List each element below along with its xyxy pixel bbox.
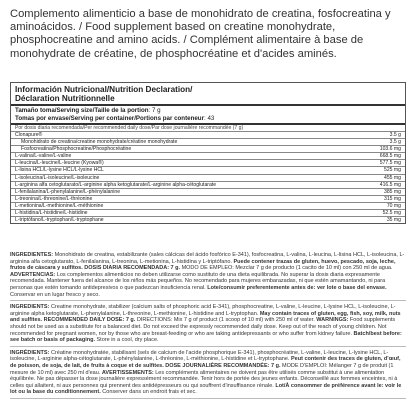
nutrient-rows bbox=[11, 125, 405, 223]
dose-text: MODO DE EMPLEO: Mezclar 7 g de producto (1 cacito de 10 ml) con 250 ml de agua. bbox=[181, 265, 393, 272]
nutrition-title-line-1: Información Nutricional/Nutrition Declaration/ bbox=[15, 85, 193, 94]
nutrition-table bbox=[10, 82, 406, 224]
nutrient-row bbox=[11, 181, 405, 188]
ingredient-blocks bbox=[10, 252, 406, 402]
dose-text: MODE D'EMPLOI: Mélanger 7 g de produit (1 mesure de 10 ml) avec 250 ml d'eau. bbox=[10, 362, 394, 376]
ingredients-text: Monohidrato de creatina, estabilizante (sales cálcicas del ácido fosfórico E-341), fosfocreatina, L-valina, L-leucina, L-lisina HCL, L-isoleucina, L-arginina alfa cetoglutarato, L-fenilalanina, L-treonina, L-metionina, L-histidina y L-triptófano. bbox=[10, 252, 405, 265]
warnings-label: ADVERTENCIAS: bbox=[10, 271, 56, 278]
dose-header: Por dosis diaria recomendada/Per recommended daily dose/Par dose journalière recommandée (7 g) bbox=[15, 125, 244, 132]
servings-per-container-row bbox=[15, 115, 401, 123]
nutrient-value: 455 mg bbox=[357, 174, 405, 181]
ingredients-label: INGREDIENTES: bbox=[10, 252, 54, 258]
nutrient-row bbox=[11, 139, 405, 146]
ingredients-text: Creatine monohydrate, stabilizer (calcium salts of phosphoric acid E-341), phosphocreatine, L-valine, L-leucine, L-lysine HCL, L-isoleucine, L-arginine alpha ketoglutarate, L-phenylalanine, L-threonine, L-methionine, L-histidine and L-tryptophan. bbox=[10, 304, 396, 317]
nutrient-row bbox=[11, 132, 405, 139]
servings-per-container-label: Tomas por envase/Serving per container/Portions par conteneur bbox=[15, 114, 204, 122]
nutrient-name: Monohidrato de creatina/creatine monohydrate/créatine monohydrate bbox=[11, 139, 357, 146]
language-block bbox=[10, 350, 406, 399]
storage-tail-text: Conservar en un lugar fresco y seco. bbox=[10, 291, 100, 298]
nutrient-name: L-arginina alfa cetoglutarato/L-arginine alpha ketoglutarate/L-arginine alpha-cétoglutarate bbox=[11, 181, 357, 188]
nutrient-row bbox=[11, 174, 405, 181]
dose-text: DIRECTIONS: Mix 7 g of product (1 scoop of 10 ml) with 250 ml of water. bbox=[136, 317, 315, 324]
nutrition-title-line-2: Déclaration Nutritionnelle bbox=[15, 94, 115, 103]
block-text bbox=[10, 252, 406, 298]
nutrient-value: 385 mg bbox=[357, 188, 405, 195]
warnings-text: Les compléments alimentaires ne doivent pas être utilisés comme substitut à une alimentation équilibrée. Ne pas dépasser la dose journalière expressément recommandée. Tenir hors de portée des jeunes enfants. Déconseillé aux femmes enceintes, ni à celles qui allaitent, ni aux personnes qui prennent des antidépresseurs ou qui souffrent d'insuffisance rénale. bbox=[10, 369, 398, 389]
storage-tail-text: Conserver dans un endroit frais et sec. bbox=[102, 389, 197, 396]
nutrient-value: 35 mg bbox=[357, 216, 405, 223]
block-text bbox=[10, 350, 406, 396]
nutrient-value: 3.5 g bbox=[357, 139, 405, 146]
servings-per-container-value: : 43 bbox=[204, 114, 215, 122]
nutrient-row bbox=[11, 146, 405, 153]
nutrient-rows-body bbox=[11, 125, 405, 223]
nutrient-row bbox=[11, 167, 405, 174]
nutrient-name: L-histidina/L-histidine/L-histidine bbox=[11, 209, 357, 216]
ingredients-label: INGRÉDIENTS: bbox=[10, 349, 50, 356]
nutrient-name: Clonapure® bbox=[11, 132, 357, 139]
nutrient-name: L-metionina/L-methionine/L-méthionine bbox=[11, 202, 357, 209]
dose-label: DOSE JOURNALIÈRE RECOMMANDÉE: 7 g. bbox=[165, 362, 281, 369]
storage-text: Batch/best before: see batch or basis of packaging. bbox=[10, 330, 402, 344]
serving-size-row bbox=[15, 107, 401, 115]
nutrient-name: L-lisina HCL/L-lysine HCL/L-lysine HCL bbox=[11, 167, 357, 174]
nutrient-row bbox=[11, 216, 405, 223]
allergen-text: Peut contenir des traces de gluten, d'œuf, de poisson, de soja, de lait, de fruits à coque et de sulfites. bbox=[10, 356, 401, 369]
block-text bbox=[10, 304, 406, 344]
language-block bbox=[10, 252, 406, 301]
nutrient-name: L-treonina/L-threonine/L-thréonine bbox=[11, 195, 357, 202]
storage-text: Lote/consumir preferentemente antes de: ver lote o base del envase. bbox=[207, 284, 387, 291]
nutrient-value: 52.5 mg bbox=[357, 209, 405, 216]
ingredients-text: Créatine monohydratée, stabilisant (sels de calcium de l'acide phosphorique E-341), phosphocréatine, L-valine, L-leucine, L-lysine HCL, L-isoleucine, L-arginine alpha-cétoglutarate, L-phénylalanine, L-thréonine, L-méthionine, L-histidine et L-tryptophane. bbox=[10, 349, 389, 363]
language-block bbox=[10, 304, 406, 347]
nutrient-row bbox=[11, 195, 405, 202]
allergen-text: Puede contener trazas de gluten, huevo, pescado, soja, leche, frutos de cáscara y sulfitos. bbox=[10, 258, 396, 272]
serving-size-value: : 7 g bbox=[148, 107, 161, 114]
nutrient-value: 416.5 mg bbox=[357, 181, 405, 188]
nutrient-name: L-triptófano/L-tryptophan/L-tryptophane bbox=[11, 216, 357, 223]
nutrient-value: 668.5 mg bbox=[357, 153, 405, 160]
product-description: Complemento alimenticio a base de monohidrato de creatina, fosfocreatina y aminoácidos. / Food supplement based on creatine monohydrate, phosphocreatine and amino acids. / Complément alimentaire à base de monohydrate de créatine, de phosphocréatine et d'acides aminés. bbox=[10, 8, 391, 60]
nutrient-value: 577.5 mg bbox=[357, 160, 405, 167]
nutrient-name: Fosfocreatina/Phosphocreatine/Phosphocréatine bbox=[11, 146, 357, 153]
warnings-text: Los complementos alimenticios no deben utilizarse como sustituto de una dieta equilibrada. No superar la dosis diaria expresamente recomendada. Mantener fuera del alcance de los niños más pequeños. No recomendado para mujeres embarazadas, ni que estén amamantando, ni para personas que estén tomando antidepresivos o que padezcan insuficiencia renal. bbox=[10, 271, 386, 291]
nutrient-name: L-valina/L-valine/L-valine bbox=[11, 153, 357, 160]
nutrient-row bbox=[11, 188, 405, 195]
nutrient-value: 315 mg bbox=[357, 195, 405, 202]
nutrient-name: L-leucina/L-leucine/L-leucine (Kyowa®) bbox=[11, 160, 357, 167]
ingredients-label: INGREDIENTS: bbox=[10, 304, 50, 311]
warnings-label: WARNINGS: bbox=[316, 317, 349, 324]
nutrient-value: 70 mg bbox=[357, 202, 405, 209]
nutrient-row bbox=[11, 153, 405, 160]
nutrient-name: L-isoleucina/L-isoleucine/L-isoleucine bbox=[11, 174, 357, 181]
dose-label: DOSIS DIARIA RECOMENDADA: 7 g. bbox=[84, 265, 181, 272]
nutrient-row bbox=[11, 209, 405, 216]
nutrition-header bbox=[11, 83, 405, 106]
serving-size-label: Tamaño toma/Serving size/Taille de la portion bbox=[15, 107, 149, 114]
serving-info bbox=[11, 106, 405, 125]
warnings-label: AVERTISSEMENTS: bbox=[101, 369, 154, 376]
nutrient-value: 103.6 mg bbox=[357, 146, 405, 153]
allergen-text: May contain traces of gluten, egg, fish, soy, milk, nuts and sulfites. bbox=[10, 310, 401, 324]
dose-label: RECOMMENDED DAILY DOSE: 7 g. bbox=[43, 317, 136, 324]
nutrient-name: L-fenilalanina/L-phenylalanine/L-phénylalanine bbox=[11, 188, 357, 195]
nutrient-value: 525 mg bbox=[357, 167, 405, 174]
nutrient-value: 3.5 g bbox=[357, 132, 405, 139]
storage-tail-text: Store in a cool, dry place. bbox=[96, 337, 159, 344]
nutrient-row bbox=[11, 202, 405, 209]
warnings-text: Food supplements should not be used as a substitute for a balanced diet. Do not exceed the expressly recommended daily dose. Keep out of the reach of young children. Not recommended for pregnant women, nor by those who are breast-feeding or who are taking antidepressants or who suffer from kidney failure. bbox=[10, 317, 396, 337]
nutrient-row bbox=[11, 160, 405, 167]
storage-text: Lot/À consommer de préférence avant le: voir le lot ou la base du conditionnement. bbox=[10, 382, 402, 396]
